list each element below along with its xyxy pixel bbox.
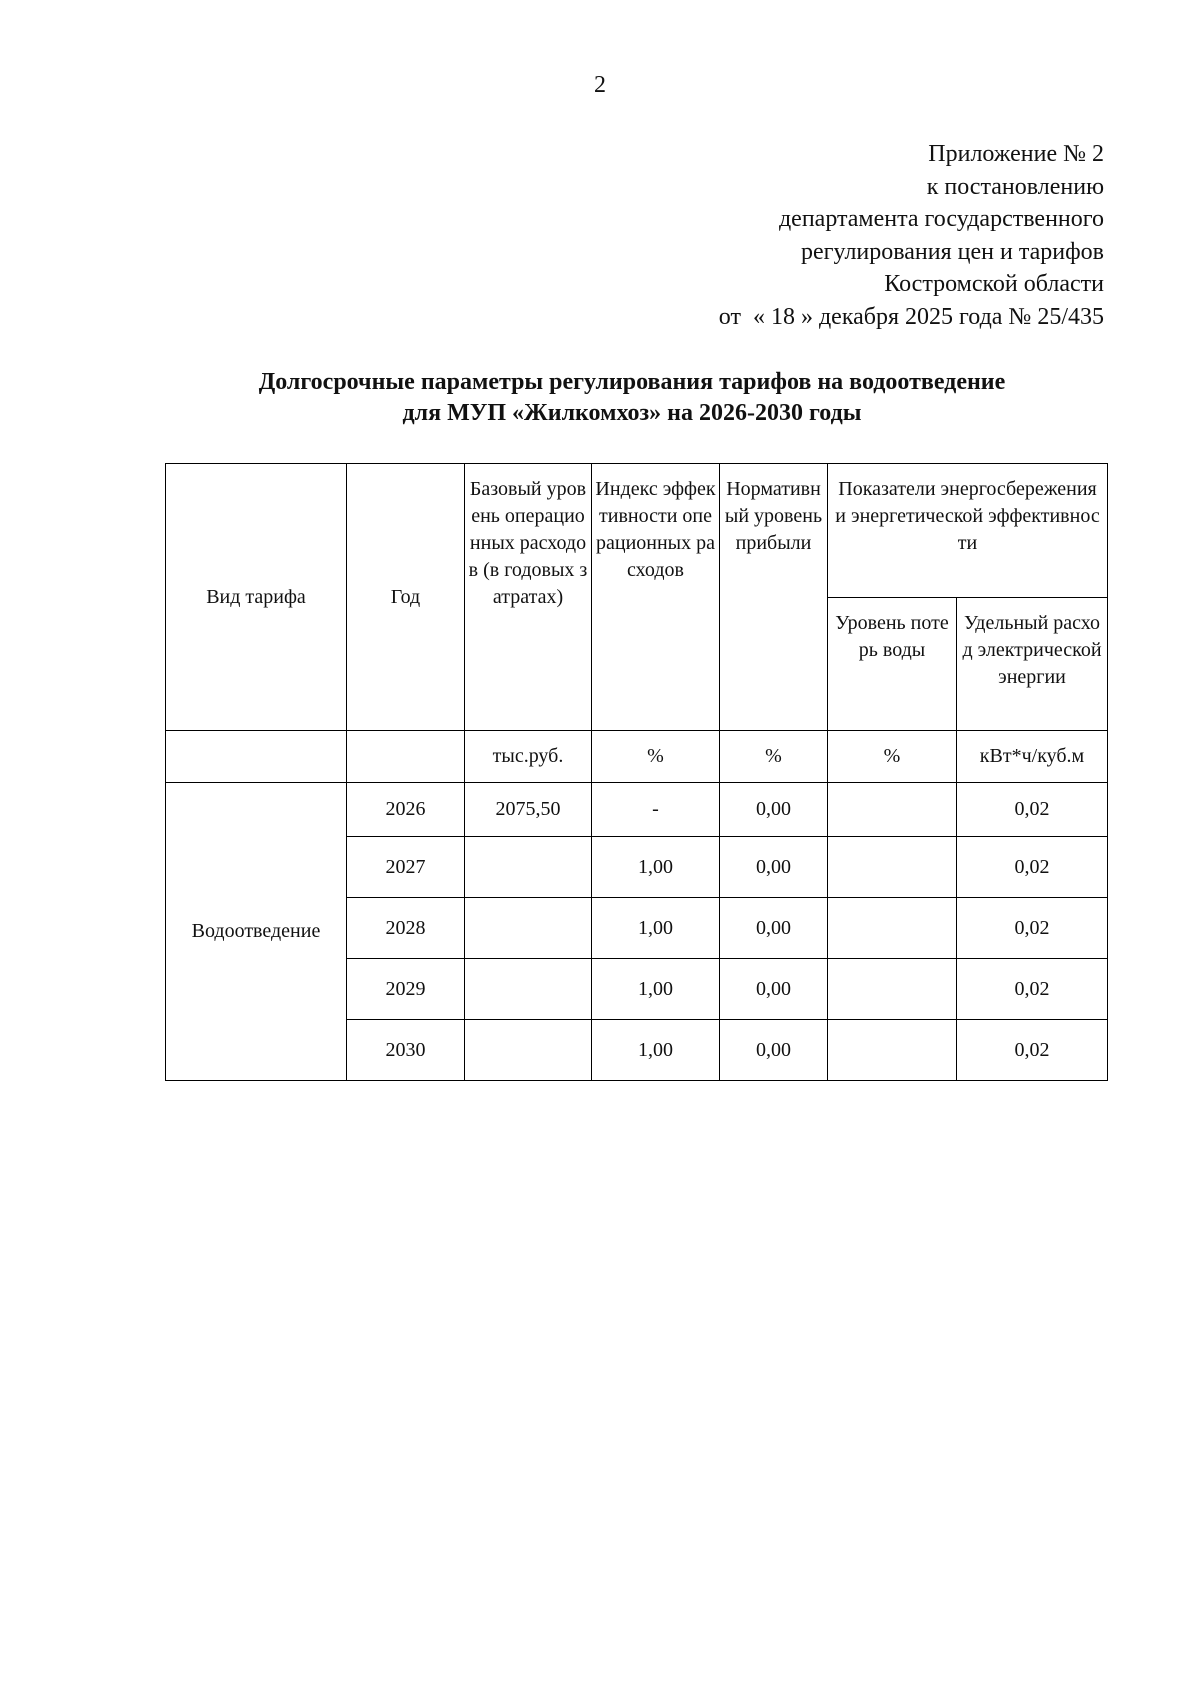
efficiency-index-cell: 1,00 [592,959,720,1020]
base-opex-cell [465,1020,592,1081]
header-year: Год [347,464,465,731]
unit-water-loss: % [828,731,957,783]
appendix-line: Костромской области [884,271,1104,297]
water-loss-cell [828,959,957,1020]
appendix-date-line: от « 18 » декабря 2025 года № 25/435 [718,303,1104,330]
water-loss-cell [828,837,957,898]
header-base-opex: Базовый уровень операционных расходов (в годовых затратах) [465,464,592,731]
units-blank [347,731,465,783]
title-line-2: для МУП «Жилкомхоз» на 2026-2030 годы [402,400,862,426]
specific-energy-cell: 0,02 [957,1020,1108,1081]
appendix-line: Приложение № 2 [928,141,1104,167]
normative-profit-cell: 0,00 [720,1020,828,1081]
base-opex-cell [465,959,592,1020]
tariff-parameters-table [165,463,1108,1081]
units-blank [166,731,347,783]
year-cell: 2026 [347,783,465,837]
base-opex-cell [465,898,592,959]
normative-profit-cell: 0,00 [720,898,828,959]
document-title [0,367,1200,429]
year-cell: 2029 [347,959,465,1020]
efficiency-index-cell: 1,00 [592,837,720,898]
header-specific-energy: Удельный расход электрической энергии [957,598,1108,731]
header-efficiency-index: Индекс эффективности операционных расходов [592,464,720,731]
header-tariff-type: Вид тарифа [166,464,347,731]
page-number: 2 [594,72,606,98]
base-opex-cell [465,837,592,898]
tariff-name-cell: Водоотведение [166,783,347,1081]
unit-base-opex: тыс.руб. [465,731,592,783]
header-energy-group: Показатели энергосбережения и энергетической эффективности [828,464,1108,598]
base-opex-cell: 2075,50 [465,783,592,837]
unit-specific-energy: кВт*ч/куб.м [957,731,1108,783]
appendix-line: к постановлению [926,173,1104,200]
normative-profit-cell: 0,00 [720,837,828,898]
specific-energy-cell: 0,02 [957,837,1108,898]
water-loss-cell [828,783,957,837]
appendix-header [719,138,1104,333]
unit-normative-profit: % [720,731,828,783]
normative-profit-cell: 0,00 [720,783,828,837]
appendix-line: регулирования цен и тарифов [801,238,1104,265]
efficiency-index-cell: - [592,783,720,837]
header-normative-profit: Нормативный уровень прибыли [720,464,828,731]
year-cell: 2027 [347,837,465,898]
appendix-line: департамента государственного [778,206,1104,232]
unit-efficiency-index: % [592,731,720,783]
normative-profit-cell: 0,00 [720,959,828,1020]
table-row [166,783,1108,837]
water-loss-cell [828,1020,957,1081]
specific-energy-cell: 0,02 [957,783,1108,837]
title-line-1: Долгосрочные параметры регулирования тарифов на водоотведение [258,369,1006,395]
year-cell: 2030 [347,1020,465,1081]
year-cell: 2028 [347,898,465,959]
specific-energy-cell: 0,02 [957,959,1108,1020]
efficiency-index-cell: 1,00 [592,1020,720,1081]
header-water-loss: Уровень потерь воды [828,598,957,731]
specific-energy-cell: 0,02 [957,898,1108,959]
water-loss-cell [828,898,957,959]
efficiency-index-cell: 1,00 [592,898,720,959]
